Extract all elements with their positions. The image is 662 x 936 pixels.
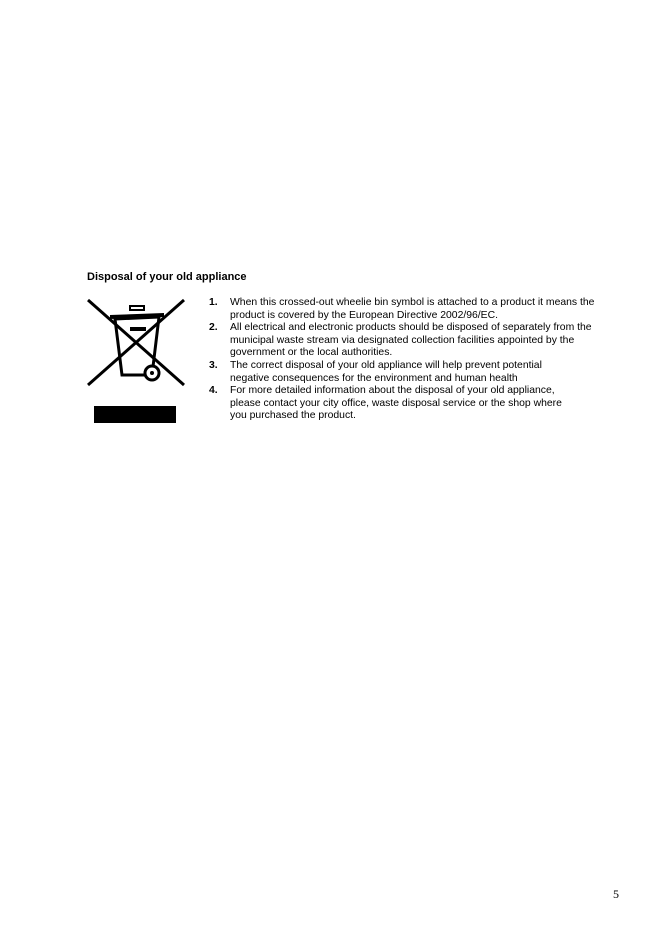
list-item-text: When this crossed-out wheelie bin symbol is attached to a product it means the	[230, 297, 595, 308]
list-item-number: 1.	[209, 297, 218, 308]
list-item-text: The correct disposal of your old appliance will help prevent potential	[230, 359, 542, 371]
list-item-text: you purchased the product.	[230, 410, 356, 422]
list-item	[209, 385, 629, 423]
page-number: 5	[613, 887, 619, 901]
list-item-number: 4.	[209, 385, 218, 397]
section-title: Disposal of your old appliance	[87, 271, 247, 283]
list-item-text: product is covered by the European Directive 2002/96/EC.	[230, 309, 499, 321]
list-item	[209, 360, 629, 385]
list-item-text: municipal waste stream via designated collection facilities appointed by the	[230, 334, 575, 346]
list-item-text: For more detailed information about the disposal of your old appliance,	[230, 385, 555, 397]
list-item-text: negative consequences for the environment and human health	[230, 372, 518, 384]
list-item-number: 3.	[209, 359, 218, 371]
disposal-instructions-list	[209, 297, 629, 423]
list-item-text: please contact your city office, waste disposal service or the shop where	[230, 397, 562, 409]
list-item-text: All electrical and electronic products should be disposed of separately from the	[230, 322, 592, 334]
list-item	[209, 322, 629, 360]
list-item-number: 2.	[209, 322, 218, 334]
list-item	[209, 297, 629, 322]
crossed-out-wheelie-bin-icon	[86, 297, 186, 425]
list-item-text: government or the local authorities.	[230, 347, 393, 359]
